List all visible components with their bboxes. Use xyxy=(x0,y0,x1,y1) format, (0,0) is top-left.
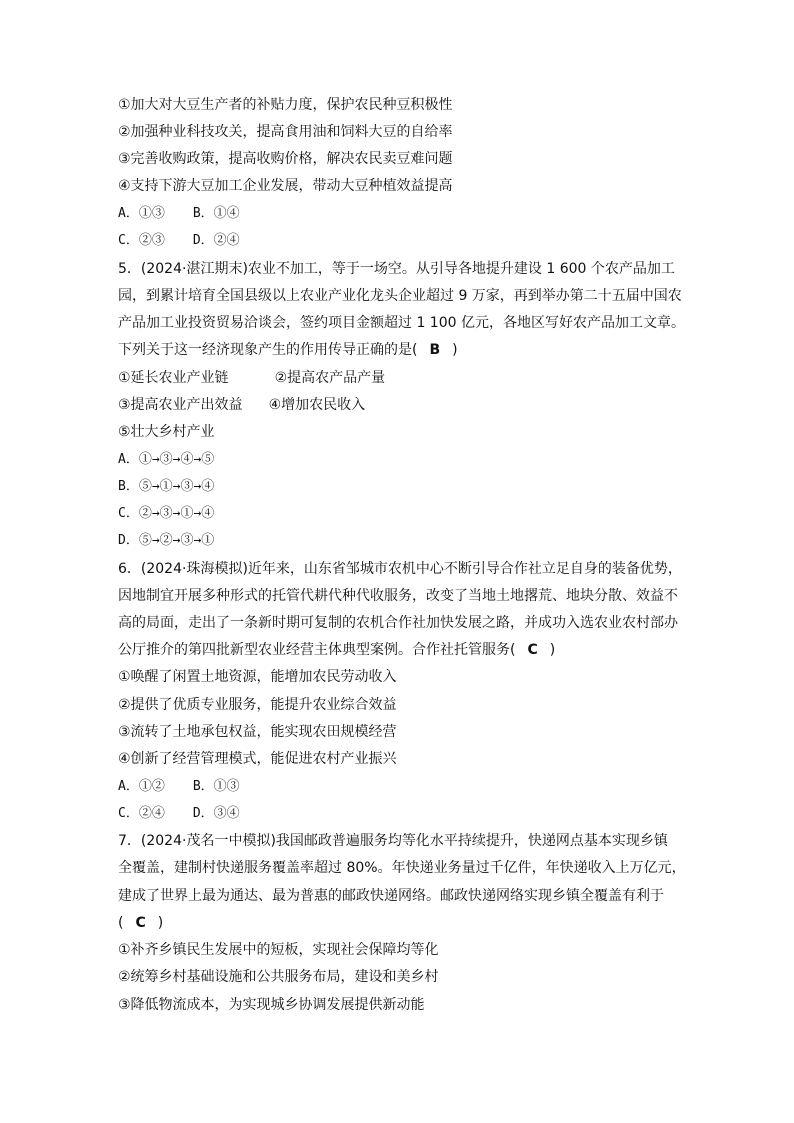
q5-stem-line-2: 园，到累计培育全国县级以上农业产业化龙头企业超过 9 万家，再到举办第二十五届中国农 xyxy=(118,288,682,304)
q6-item-4: ④创新了经营管理模式，能促进农村产业振兴 xyxy=(118,751,397,767)
q4-option-c: C．②③ xyxy=(118,233,165,248)
q7-stem-line-3: 建成了世界上最为通达、最为普惠的邮政快递网络。邮政快递网络实现乡镇全覆盖有利于 xyxy=(118,888,664,904)
q6-close-paren: ) xyxy=(549,642,556,658)
q5-option-c: C．②→③→①→④ xyxy=(118,506,215,521)
q6-item-2: ②提供了优质专业服务，能提升农业综合效益 xyxy=(118,697,397,713)
q5-item-5: ⑤壮大乡村产业 xyxy=(118,424,215,440)
q5-stem-line-1: 5．(2024·湛江期末)农业不加工，等于一场空。从引导各地提升建设 1 600 个农产品加工 xyxy=(118,261,675,277)
q5-item-2: ②提高农产品产量 xyxy=(274,370,386,386)
q7-answer: C xyxy=(135,915,146,931)
q5-question-text: 下列关于这一经济现象产生的作用传导正确的是( xyxy=(118,342,418,358)
q4-options-row-2 xyxy=(118,231,688,251)
q4-item-3: ③完善收购政策，提高收购价格，解决农民卖豆难问题 xyxy=(118,151,453,167)
q5-item-1: ①延长农业产业链 xyxy=(118,370,229,386)
q6-option-d: D．③④ xyxy=(192,806,240,821)
q6-item-3: ③流转了土地承包权益，能实现农田规模经营 xyxy=(118,724,397,740)
q6-option-b: B．①③ xyxy=(192,779,240,794)
q4-item-1: ①加大对大豆生产者的补贴力度，保护农民种豆积极性 xyxy=(118,97,453,113)
q6-stem-line-1: 6．(2024·珠海模拟)近年来，山东省邹城市农机中心不断引导合作社立足自身的装备优势， xyxy=(118,561,682,577)
q7-stem-line-2: 全覆盖，建制村快递服务覆盖率超过 80%。年快递业务量过千亿件，年快递收入上万亿元， xyxy=(118,860,686,876)
q4-option-b: B．①④ xyxy=(192,206,240,221)
q6-answer: C xyxy=(527,642,538,658)
q5-option-a: A．①→③→④→⑤ xyxy=(118,452,215,467)
q4-item-4: ④支持下游大豆加工企业发展，带动大豆种植效益提高 xyxy=(118,178,453,194)
q6-question-text: 公厅推介的第四批新型农业经营主体典型案例。合作社托管服务( xyxy=(118,642,516,658)
q6-item-1: ①唤醒了闲置土地资源，能增加农民劳动收入 xyxy=(118,669,397,685)
q5-items-row-1 xyxy=(118,368,688,388)
q4-option-d: D．②④ xyxy=(192,233,240,248)
q5-items-row-2 xyxy=(118,395,688,415)
q4-option-a: A．①③ xyxy=(118,206,165,221)
q6-option-c: C．②④ xyxy=(118,806,165,821)
q5-stem-line-3: 产品加工业投资贸易洽谈会，签约项目金额超过 1 100 亿元，各地区写好农产品加工文章。 xyxy=(118,315,685,331)
q6-options-row-1 xyxy=(118,777,688,797)
q7-item-1: ①补齐乡镇民生发展中的短板，实现社会保障均等化 xyxy=(118,942,439,958)
q5-item-4: ④增加农民收入 xyxy=(268,397,366,413)
q7-open-paren: ( xyxy=(118,915,124,931)
q6-option-a: A．①② xyxy=(118,779,165,794)
q7-answer-line xyxy=(118,913,688,933)
q7-stem-line-1: 7．(2024·茂名一中模拟)我国邮政普遍服务均等化水平持续提升，快递网点基本实现乡镇 xyxy=(118,833,668,849)
q5-option-b: B．⑤→①→③→④ xyxy=(118,479,215,494)
q5-item-3: ③提高农业产出效益 xyxy=(118,397,243,413)
q7-item-2: ②统筹乡村基础设施和公共服务布局，建设和美乡村 xyxy=(118,969,439,985)
q6-options-row-2 xyxy=(118,804,688,824)
q5-stem-line-4 xyxy=(118,340,688,360)
q4-options-row-1 xyxy=(118,204,688,224)
q5-close-paren: ) xyxy=(452,342,458,358)
q6-stem-line-4 xyxy=(118,640,688,660)
q7-close-paren: ) xyxy=(157,915,164,931)
q4-item-2: ②加强种业科技攻关，提高食用油和饲料大豆的自给率 xyxy=(118,124,453,140)
q6-stem-line-2: 因地制宜开展多种形式的托管代耕代种代收服务，改变了当地土地撂荒、地块分散、效益不 xyxy=(118,588,678,604)
q5-answer: B xyxy=(429,342,441,358)
q6-stem-line-3: 高的局面，走出了一条新时期可复制的农机合作社加快发展之路，并成功入选农业农村部办 xyxy=(118,615,678,631)
q5-option-d: D．⑤→②→③→① xyxy=(118,533,215,548)
q7-item-3: ③降低物流成本，为实现城乡协调发展提供新动能 xyxy=(118,997,425,1013)
